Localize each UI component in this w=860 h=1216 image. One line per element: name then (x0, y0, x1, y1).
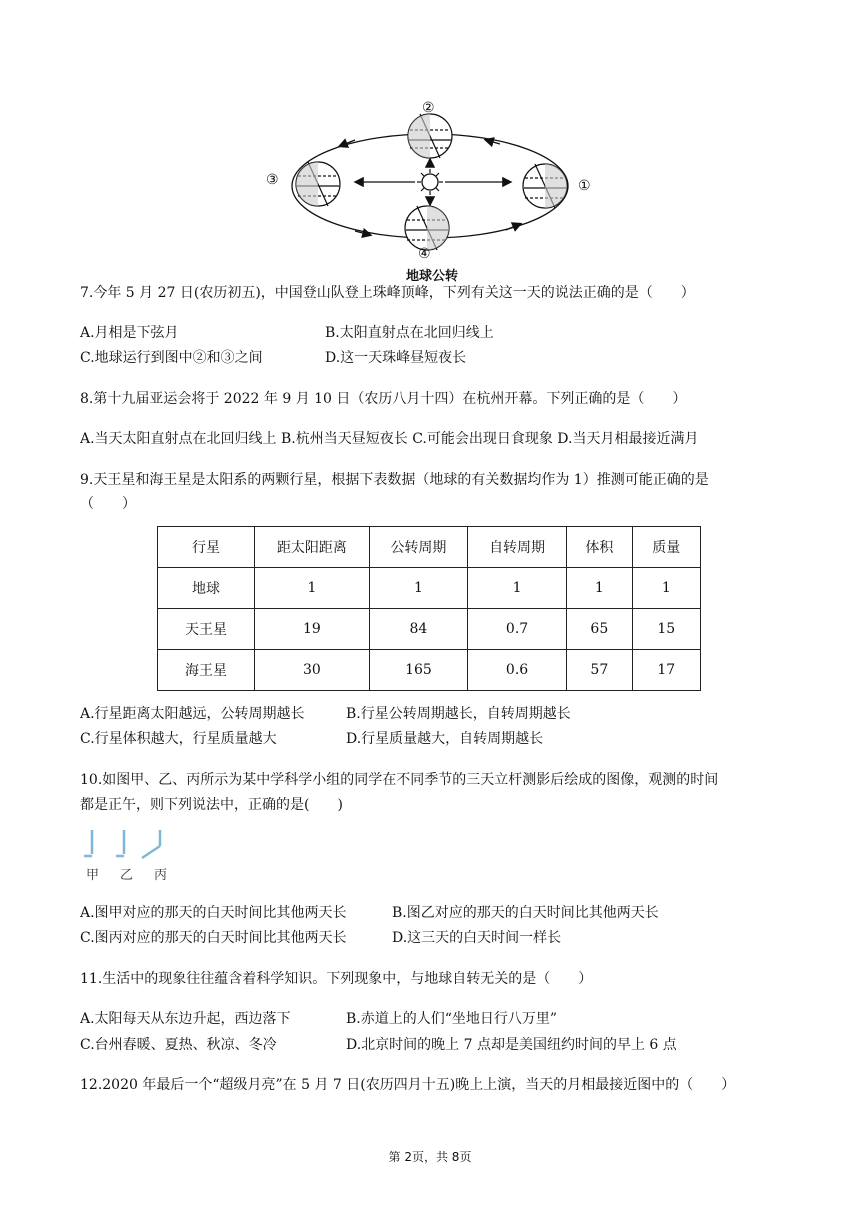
orbit-label-3: ③ (266, 172, 279, 188)
q9-option-c: C.行星体积越大，行星质量越大 (80, 731, 277, 747)
q7-option-c: C.地球运行到图中②和③之间 (80, 350, 263, 366)
table-cell: 1 (468, 568, 567, 609)
table-cell: 17 (632, 650, 700, 691)
table-cell: 1 (567, 568, 632, 609)
table-cell: 65 (567, 609, 632, 650)
q7-option-d: D.这一天珠峰昼短夜长 (325, 350, 467, 366)
q9-stem-line2: （ ） (80, 496, 136, 512)
table-cell: 15 (632, 609, 700, 650)
q9-option-d: D.行星质量越大，自转周期越长 (346, 731, 544, 747)
q11-option-c: C.台州春暖、夏热、秋凉、冬冷 (80, 1037, 277, 1053)
shadow-label-yi: 乙 (120, 868, 134, 883)
shadow-label-jia: 甲 (86, 868, 100, 883)
q11-option-b: B.赤道上的人们“坐地日行八万里” (346, 1011, 558, 1027)
table-cell: 165 (369, 650, 467, 691)
table-header-cell: 自转周期 (468, 527, 567, 568)
q12-stem: 12.2020 年最后一个“超级月亮”在 5 月 7 日(农历四月十五)晚上上演，当天的月相最接近图中的（ ） (80, 1077, 736, 1093)
table-cell: 84 (369, 609, 467, 650)
orbit-caption: 地球公转 (406, 269, 459, 284)
planet-table (157, 526, 701, 691)
earth-left (296, 162, 340, 206)
table-header-row (158, 527, 701, 568)
orbit-label-1: ① (578, 178, 591, 194)
page-footer: 第 2页，共 8页 (388, 1150, 472, 1164)
table-cell: 1 (369, 568, 467, 609)
q10-stem-line1: 10.如图甲、乙、丙所示为某中学科学小组的同学在不同季节的三天立杆测影后绘成的图像，观测的时间 (80, 772, 719, 788)
q11-option-a: A.太阳每天从东边升起，西边落下 (80, 1011, 291, 1027)
table-cell: 地球 (158, 568, 255, 609)
q8-options: A.当天太阳直射点在北回归线上 B.杭州当天昼短夜长 C.可能会出现日食现象 D.当天月相最接近满月 (80, 431, 699, 447)
table-cell: 0.6 (468, 650, 567, 691)
table-row (158, 650, 701, 691)
earth-top (408, 114, 452, 158)
table-cell: 57 (567, 650, 632, 691)
table-cell: 1 (255, 568, 370, 609)
q9-option-a: A.行星距离太阳越远，公转周期越长 (80, 706, 305, 722)
earth-right (523, 164, 567, 208)
table-cell: 海王星 (158, 650, 255, 691)
q10-option-b: B.图乙对应的那天的白天时间比其他两天长 (392, 905, 659, 921)
q9-option-b: B.行星公转周期越长，自转周期越长 (346, 706, 571, 722)
shadow-figure (80, 826, 180, 882)
shadow-label-bing: 丙 (154, 868, 168, 883)
orbit-label-2: ② (422, 100, 435, 116)
table-header-cell: 距太阳距离 (255, 527, 370, 568)
q8-stem: 8.第十九届亚运会将于 2022 年 9 月 10 日（农历八月十四）在杭州开幕。下列正确的是（ ） (80, 391, 687, 407)
table-cell: 0.7 (468, 609, 567, 650)
q7-stem: 7.今年 5 月 27 日(农历初五)，中国登山队登上珠峰顶峰，下列有关这一天的说法正确的是（ ） (80, 285, 695, 301)
q7-option-a: A.月相是下弦月 (80, 325, 179, 341)
q10-option-d: D.这三天的白天时间一样长 (392, 930, 562, 946)
earth-bottom (405, 206, 449, 250)
q9-stem-line1: 9.天王星和海王星是太阳系的两颗行星，根据下表数据（地球的有关数据均作为 1）推测可能正确的是 (80, 472, 709, 488)
shadow-diagram (80, 826, 180, 862)
q11-option-d: D.北京时间的晚上 7 点却是美国纽约时间的早上 6 点 (346, 1037, 677, 1053)
orbit-figure (260, 100, 600, 282)
table-cell: 天王星 (158, 609, 255, 650)
orbit-label-4: ④ (418, 246, 431, 262)
table-header-cell: 体积 (567, 527, 632, 568)
q10-stem-line2: 都是正午，则下列说法中，正确的是( ) (80, 797, 343, 813)
q10-option-a: A.图甲对应的那天的白天时间比其他两天长 (80, 905, 347, 921)
table-cell: 1 (632, 568, 700, 609)
q11-stem: 11.生活中的现象往往蕴含着科学知识。下列现象中，与地球自转无关的是（ ） (80, 971, 593, 987)
q7-option-b: B.太阳直射点在北回归线上 (325, 325, 494, 341)
table-header-cell: 质量 (632, 527, 700, 568)
table-row (158, 609, 701, 650)
q10-option-c: C.图丙对应的那天的白天时间比其他两天长 (80, 930, 347, 946)
table-row (158, 568, 701, 609)
table-cell: 30 (255, 650, 370, 691)
table-header-cell: 公转周期 (369, 527, 467, 568)
table-header-cell: 行星 (158, 527, 255, 568)
table-cell: 19 (255, 609, 370, 650)
